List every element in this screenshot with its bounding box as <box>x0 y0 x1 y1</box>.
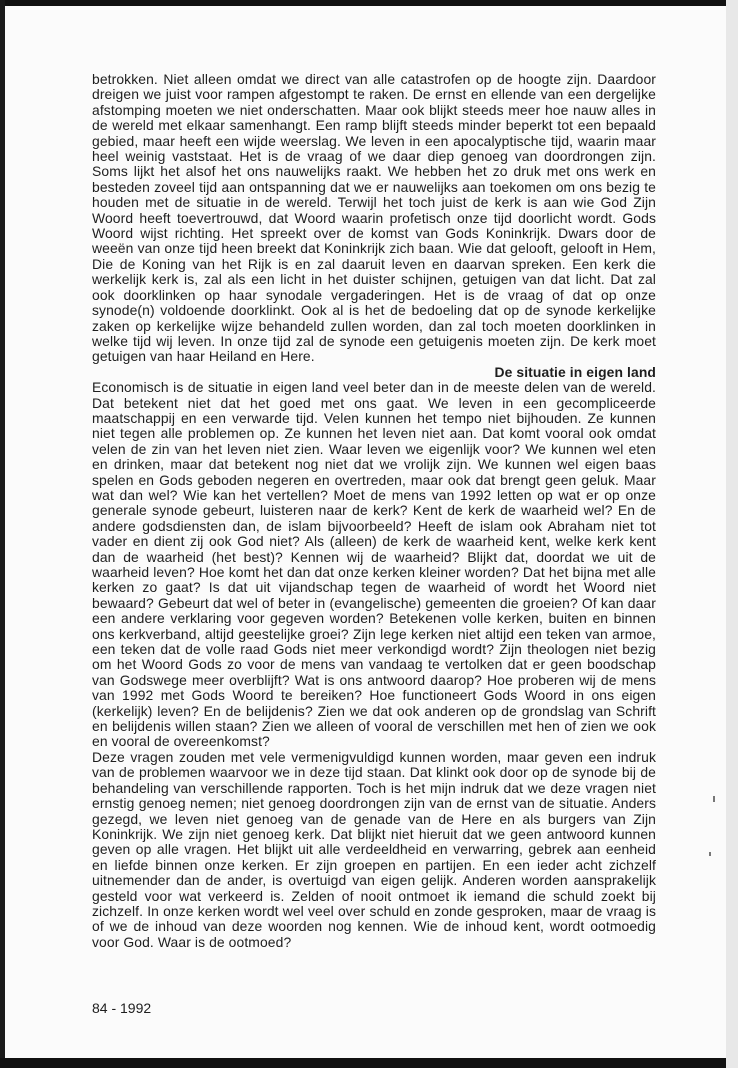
scan-border-right <box>726 0 738 1068</box>
page-number: 84 - 1992 <box>92 1000 152 1016</box>
paragraph-intro: betrokken. Niet alleen omdat we direct van alle catastrofen op de hoogte zijn. Daardoor dreigen we juist voor rampen afgestompt te raken. De ernst en ellende van een dergelijke afstomping moeten we niet onderschatten. Maar ook blijkt steeds meer hoe nauw alles in de wereld met elkaar samenhangt. Een ramp blijft steeds minder beperkt tot een bepaald gebied, maar heeft een wijde weerslag. We leven in een apocalyptische tijd, waarin maar heel weinig vaststaat. Het is de vraag of we daar diep genoeg van doordrongen zijn. Soms lijkt het alsof het ons nauwelijks raakt. We hebben het zo druk met ons werk en besteden zoveel tijd aan ontspanning dat we er nauwelijks aan toekomen om ons bezig te houden met de situatie in de wereld. Terwijl het toch juist de kerk is aan wie God Zijn Woord heeft toevertrouwd, dat Woord waarin profetisch onze tijd doorlicht wordt. Gods Woord wijst richting. Het spreekt over de komst van Gods Koninkrijk. Dwars door de weeën van onze tijd heen breekt dat Koninkrijk zich baan. Wie dat gelooft, gelooft in Hem, Die de Koning van het Rijk is en zal daaruit leven en daarvan spreken. Een kerk die werkelijk kerk is, zal als een licht in het duister schijnen, getuigen van dat licht. Dat zal ook doorklinken op haar synodale vergaderingen. Het is de vraag of dat op onze synode(n) voldoende doorklinkt. Ook al is het de bedoeling dat op de synode kerkelijke zaken op kerkelijke wijze behandeld zullen worden, dan zal toch moeten doorklinken in welke tijd wij leven. In onze tijd zal de synode een getuigenis moeten zijn. De kerk moet getuigen van haar Heiland en Here. <box>92 71 656 365</box>
scan-border-bottom <box>0 1058 738 1068</box>
margin-mark <box>709 852 711 856</box>
margin-mark <box>713 796 715 802</box>
paragraph-situation: Economisch is de situatie in eigen land veel beter dan in de meeste delen van de wereld. Dat betekent niet dat het goed met ons gaat. We leven in een gecompliceerde maatschappij en een verwarde tijd. Velen kunnen het tempo niet bijhouden. Ze kunnen niet tegen alle problemen op. Ze kunnen het leven niet aan. Dat komt vooral ook omdat velen de zin van het leven niet zien. Waar leven we eigenlijk voor? We kunnen wel eten en drinken, maar dat betekent nog niet dat we vrolijk zijn. We kunnen wel eigen baas spelen en Gods geboden negeren en overtreden, maar ook dat brengt geen geluk. Maar wat dan wel? Wie kan het vertellen? Moet de mens van 1992 letten op wat er op onze generale synode gebeurt, luisteren naar de kerk? Kent de kerk de waarheid wel? En de andere godsdiensten dan, de islam bijvoorbeeld? Heeft de islam ook Abraham niet tot vader en dient zij ook God niet? Als (alleen) de kerk de waarheid kent, welke kerk kent dan de waarheid (het best)? Kennen wij de waarheid? Blijkt dat, doordat we uit de waarheid leven? Hoe komt het dan dat onze kerken kleiner worden? Dat het bijna met alle kerken zo gaat? Is dat uit vijandschap tegen de waarheid of wordt het Woord niet bewaard? Gebeurt dat wel of beter in (evangelische) gemeenten die groeien? Of kan daar een andere verklaring voor gegeven worden? Betekenen volle kerken, buiten en binnen ons kerkverband, altijd geestelijke groei? Zijn lege kerken niet altijd een teken van armoe, een teken dat de volle raad Gods niet meer verkondigd wordt? Zijn theologen niet bezig om het Woord Gods zo voor de mens van vandaag te vertolken dat er geen boodschap van Godswege meer overblijft? Wat is ons antwoord daarop? Hoe proberen wij de mens van 1992 met Gods Woord te bereiken? Hoe functioneert Gods Woord in ons eigen (kerkelijk) leven? En de belijdenis? Zien we dat ook anderen op de grondslag van Schrift en belijdenis willen staan? Zien we alleen of vooral de verschillen met hen of zien we ook en vooral de overeenkomst? <box>92 379 656 750</box>
section-heading: De situatie in eigen land <box>494 363 656 380</box>
body-text <box>92 72 656 950</box>
paragraph-reflection: Deze vragen zouden met vele vermenigvuldigd kunnen worden, maar geven een indruk van de problemen waarvoor we in deze tijd staan. Dat klinkt ook door op de synode bij de behandeling van verschillende rapporten. Toch is het mijn indruk dat we deze vragen niet ernstig genoeg nemen; niet genoeg doordrongen zijn van de ernst van de situatie. Anders gezegd, we leven niet genoeg van de genade van de Here en als burgers van Zijn Koninkrijk. We zijn niet genoeg kerk. Dat blijkt niet hieruit dat we geen antwoord kunnen geven op alle vragen. Het blijkt uit alle verdeeldheid en verwarring, gebrek aan eenheid en liefde binnen onze kerken. Er zijn groepen en partijen. En een ieder acht zichzelf uitnemender dan de ander, is overtuigd van eigen gelijk. Anderen worden aansprakelijk gesteld voor wat verkeerd is. Zelden of nooit ontmoet ik iemand die schuld zoekt bij zichzelf. In onze kerken wordt wel veel over schuld en zonde gesproken, maar de vraag is of we de inhoud van deze woorden nog kennen. Wie de inhoud kent, wordt ootmoedig voor God. Waar is de ootmoed? <box>92 748 656 950</box>
